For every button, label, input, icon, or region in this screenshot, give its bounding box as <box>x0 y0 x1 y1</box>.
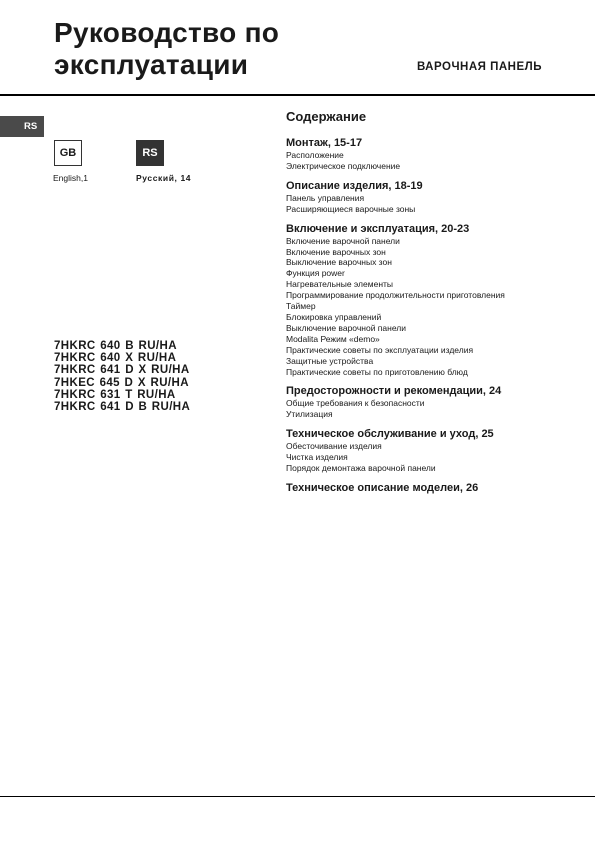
language-box-gb[interactable]: GB <box>54 140 82 166</box>
toc-section-title[interactable]: Описание изделия, 18-19 <box>286 179 423 192</box>
toc-item[interactable]: Расположение <box>286 150 344 160</box>
language-tab: RS <box>0 116 44 137</box>
toc-item[interactable]: Панель управления <box>286 192 365 203</box>
toc-item[interactable]: Практические советы по эксплуатации изделия <box>286 344 474 355</box>
model-name: 7HKRC 640 X RU/HA <box>54 352 177 365</box>
toc-section-title[interactable]: Включение и эксплуатация, 20-23 <box>286 222 470 235</box>
toc-item[interactable]: Включение варочных зон <box>286 246 386 257</box>
toc-item[interactable]: Modalita Режим «demo» <box>286 333 380 344</box>
toc-section <box>286 136 576 172</box>
toc-item[interactable]: Включение варочной панели <box>286 235 400 246</box>
toc-section <box>286 427 576 474</box>
toc-sections <box>286 136 576 495</box>
toc-item[interactable]: Чистка изделия <box>286 452 348 463</box>
toc-item[interactable]: Нагревательные элементы <box>286 279 394 290</box>
toc-section <box>286 179 576 215</box>
toc-section <box>286 384 576 420</box>
toc-item[interactable]: Порядок демонтажа варочной панели <box>286 463 436 474</box>
toc-section <box>286 481 576 495</box>
toc-item[interactable]: Утилизация <box>286 409 333 420</box>
model-name: 7HKRC 640 B RU/HA <box>54 340 177 352</box>
header-divider <box>0 94 595 96</box>
toc-item[interactable]: Защитные устройства <box>286 355 374 366</box>
toc-item[interactable]: Выключение варочных зон <box>286 257 392 268</box>
toc-section-title[interactable]: Техническое обслуживание и уход, 25 <box>286 428 494 441</box>
model-name: 7HKEC 645 D X RU/HA <box>54 376 189 389</box>
model-name: 7HKRC 641 D B RU/HA <box>54 401 191 414</box>
toc-item[interactable]: Таймер <box>286 301 316 312</box>
toc-section-title[interactable]: Техническое описание моделеи, 26 <box>286 481 479 494</box>
model-name: 7HKRC 631 T RU/HA <box>54 388 176 401</box>
title-line-2: эксплуатации <box>54 49 249 80</box>
language-box-rs[interactable]: RS <box>136 140 164 166</box>
product-category: ВАРОЧНАЯ ПАНЕЛЬ <box>416 61 542 73</box>
toc-item[interactable]: Блокировка управлений <box>286 311 382 322</box>
toc-item[interactable]: Выключение варочной панели <box>286 322 406 333</box>
toc-item[interactable]: Электрическое подключение <box>286 160 401 171</box>
title-line-1: Руководство по <box>54 17 280 48</box>
toc-item[interactable]: Общие требования к безопасности <box>286 398 425 409</box>
model-name: 7HKRC 641 D X RU/HA <box>54 364 190 377</box>
language-label-gb[interactable]: English,1 <box>53 173 88 183</box>
toc-item[interactable]: Обесточивание изделия <box>286 441 382 452</box>
language-label-rs[interactable]: Русский, 14 <box>136 173 192 183</box>
toc-item[interactable]: Программирование продолжительности приготовления <box>286 290 505 301</box>
table-of-contents <box>286 109 576 502</box>
document-title <box>54 17 279 81</box>
toc-item[interactable]: Практические советы по приготовлению блюд <box>286 366 468 377</box>
footer-divider <box>0 796 595 797</box>
toc-section-title[interactable]: Монтаж, 15-17 <box>286 137 363 149</box>
toc-section-title[interactable]: Предосторожности и рекомендации, 24 <box>286 385 502 398</box>
model-list <box>54 340 190 413</box>
toc-section <box>286 222 576 378</box>
toc-item[interactable]: Функция power <box>286 268 345 279</box>
toc-title: Содержание <box>286 109 367 124</box>
toc-item[interactable]: Расширяющиеся варочные зоны <box>286 203 416 214</box>
